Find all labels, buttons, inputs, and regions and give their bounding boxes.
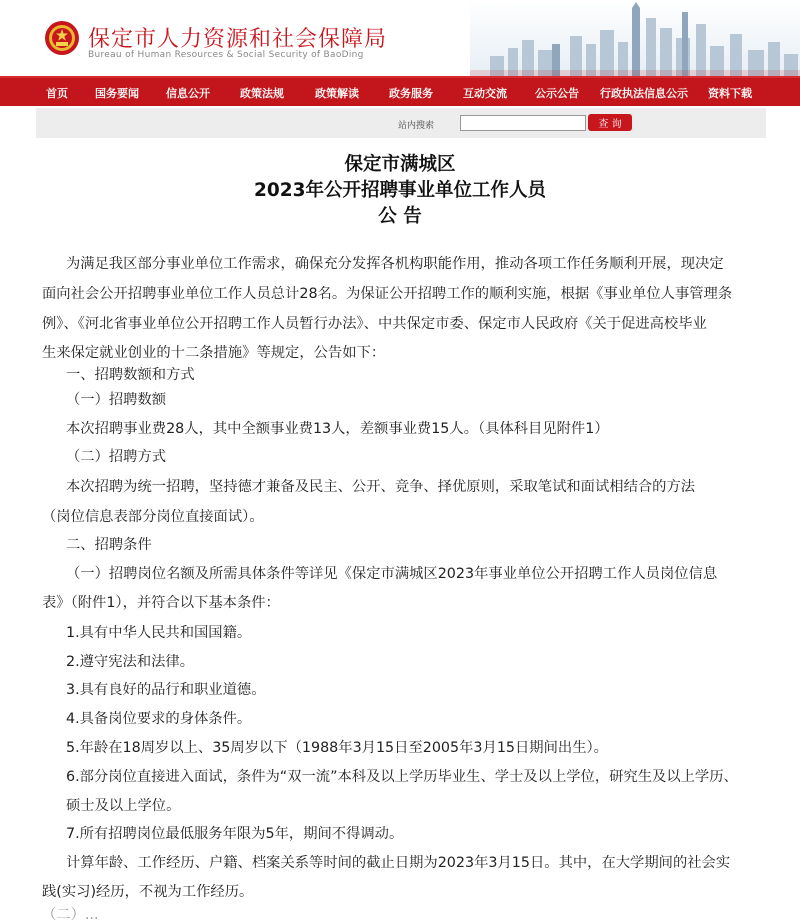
condition-item: 2.遵守宪法和法律。: [66, 654, 195, 670]
article-line-cutoff: （二）...: [42, 907, 99, 923]
search-label: 站内搜索: [398, 121, 435, 131]
article-line: 计算年龄、工作经历、户籍、档案关系等时间的截止日期为2023年3月15日。其中，在大学期间的社会实: [66, 855, 731, 871]
article-line: 表》（附件1），并符合以下基本条件：: [42, 595, 280, 611]
nav-item-policy-interpretation[interactable]: 政策解读: [315, 87, 359, 100]
site-subtitle: Bureau of Human Resources & Social Security of BaoDing: [88, 50, 364, 60]
article-line: 本次招聘事业费28人，其中全额事业费13人，差额事业费15人。（具体科目见附件1）: [66, 421, 609, 437]
article-line: 践(实习)经历，不视为工作经历。: [42, 884, 254, 900]
section-heading: 二、招聘条件: [66, 537, 152, 553]
article-line: 硕士及以上学位。: [66, 798, 181, 814]
article-line: （一）招聘岗位名额及所需具体条件等详见《保定市满城区2023年事业单位公开招聘工作人员岗位信息: [66, 566, 718, 582]
section-heading: 一、招聘数额和方式: [66, 367, 195, 383]
condition-item: 5.年龄在18周岁以上、35周岁以下（1988年3月15日至2005年3月15日期间出生）。: [66, 740, 608, 756]
nav-item-state-news[interactable]: 国务要闻: [95, 87, 139, 100]
nav-item-info-disclosure[interactable]: 信息公开: [166, 87, 210, 100]
article-line: 例》、《河北省事业单位公开招聘工作人员暂行办法》、中共保定市委、保定市人民政府《关于促进高校毕业: [42, 316, 707, 332]
nav-item-law-enforcement[interactable]: 行政执法信息公示: [600, 87, 688, 100]
subsection-heading: （二）招聘方式: [66, 449, 167, 465]
nav-item-downloads[interactable]: 资料下载: [708, 87, 752, 100]
city-skyline-image: [470, 0, 800, 76]
article-line: 面向社会公开招聘事业单位工作人员总计28名。为保证公开招聘工作的顺利实施，根据《事业单位人事管理条: [42, 286, 733, 302]
national-emblem-icon: [44, 20, 80, 56]
search-input[interactable]: [460, 115, 586, 131]
condition-item: 1.具有中华人民共和国国籍。: [66, 625, 252, 641]
condition-item: 6.部分岗位直接进入面试，条件为“双一流”本科及以上学历毕业生、学士及以上学位，研究生及以上学历、: [66, 769, 738, 785]
article-line: 本次招聘为统一招聘，坚持德才兼备及民主、公开、竞争、择优原则，采取笔试和面试相结合的方法: [66, 479, 696, 495]
site-title: 保定市人力资源和社会保障局: [88, 27, 388, 52]
site-search-bar: [36, 108, 766, 138]
nav-item-interaction[interactable]: 互动交流: [463, 87, 507, 100]
subsection-heading: （一）招聘数额: [66, 392, 167, 408]
nav-item-announcements[interactable]: 公示公告: [535, 87, 579, 100]
nav-item-home[interactable]: 首页: [46, 87, 68, 100]
search-button[interactable]: 查 询: [588, 114, 632, 131]
site-header: [0, 0, 800, 76]
condition-item: 7.所有招聘岗位最低服务年限为5年，期间不得调动。: [66, 826, 404, 842]
nav-item-gov-services[interactable]: 政务服务: [389, 87, 433, 100]
main-nav: [0, 76, 800, 106]
article-title-line2: 2023年公开招聘事业单位工作人员: [254, 180, 546, 201]
nav-item-policies[interactable]: 政策法规: [240, 87, 284, 100]
condition-item: 4.具备岗位要求的身体条件。: [66, 711, 252, 727]
article-title-line3: 公 告: [378, 206, 422, 227]
article-title-line1: 保定市满城区: [344, 154, 456, 175]
article-line: 为满足我区部分事业单位工作需求，确保充分发挥各机构职能作用，推动各项工作任务顺利开展，现决定: [66, 256, 724, 272]
condition-item: 3.具有良好的品行和职业道德。: [66, 682, 266, 698]
article-line: 生来保定就业创业的十二条措施》等规定，公告如下：: [42, 345, 386, 361]
article-line: （岗位信息表部分岗位直接面试）。: [42, 509, 264, 525]
